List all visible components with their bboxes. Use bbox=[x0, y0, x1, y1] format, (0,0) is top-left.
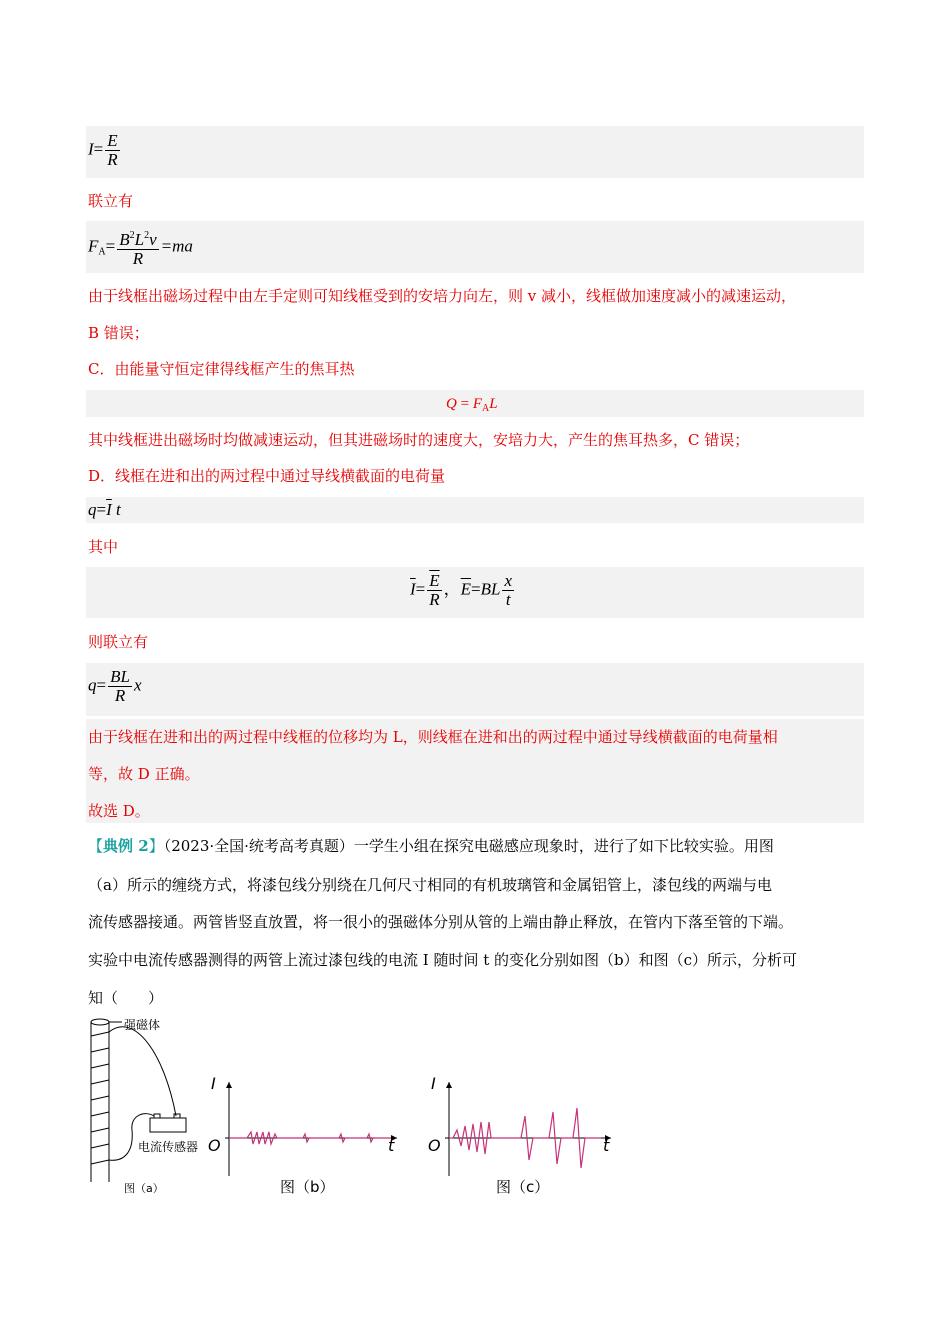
text-reason-1: 由于线框出磁场过程中由左手定则可知线框受到的安培力向左，则 v 减小，线框做加速度减小的减速运动， bbox=[88, 287, 797, 305]
figure-c-caption: 图（c） bbox=[496, 1178, 550, 1196]
equation-charge-final: q= $\frac{BL}{R}$ x bbox=[88, 667, 142, 705]
figure-b-y-label: I bbox=[211, 1074, 216, 1093]
figure-b-origin: O bbox=[208, 1136, 221, 1155]
figure-c-graph bbox=[425, 1078, 625, 1178]
example-2-line-1: 【典例 2】（2023·全国·统考高考真题）一学生小组在探究电磁感应现象时，进行了如下比较实验。用图 bbox=[88, 837, 774, 855]
equation-ampere-force: $F_A=$ $\frac{B^2L^2v}{R}$ =ma bbox=[88, 227, 193, 268]
equation-charge: $q=\overline{I}$ t bbox=[88, 500, 121, 519]
figure-a-caption: 图（a） bbox=[124, 1182, 164, 1195]
text-lianli: 联立有 bbox=[88, 192, 134, 210]
figure-a-apparatus bbox=[84, 1012, 214, 1198]
example-2-line-4: 实验中电流传感器测得的两管上流过漆包线的电流 I 随时间 t 的变化分别如图（b）和图（c）所示，分析可 bbox=[88, 951, 798, 969]
figure-b-x-label: t bbox=[388, 1136, 395, 1155]
figure-b-caption: 图（b） bbox=[280, 1178, 335, 1196]
text-c-body: 其中线框进出磁场时均做减速运动，但其进磁场时的速度大，安培力大，产生的焦耳热多，C 错误； bbox=[88, 431, 750, 449]
text-reason-2a: 由于线框在进和出的两过程中线框的位移均为 L，则线框在进和出的两过程中通过导线横截面的电荷量相 bbox=[88, 728, 778, 746]
equation-current: I= $\frac{E}{R}$ bbox=[88, 131, 118, 169]
text-c-heading: C．由能量守恒定律得线框产生的焦耳热 bbox=[88, 360, 355, 378]
formula-block-bg bbox=[86, 221, 864, 273]
figure-c-y-label: I bbox=[431, 1074, 436, 1093]
formula-block-bg bbox=[86, 663, 864, 716]
text-b-wrong: B 错误； bbox=[88, 324, 149, 342]
equation-average-emf: $\overline{I}=$ $\frac{\overline{E}}{R}$ ，$\overline{E}=BL$ $\frac{x}{t}$ bbox=[410, 571, 513, 609]
example-2-line-5: 知（ ） bbox=[88, 989, 164, 1007]
sensor-label: 电流传感器 bbox=[138, 1140, 199, 1154]
example-label: 典例 2 bbox=[103, 837, 149, 855]
text-d-heading: D．线框在进和出的两过程中通过导线横截面的电荷量 bbox=[88, 467, 446, 485]
equation-joule-heat: $Q = F_AL$ bbox=[446, 396, 498, 414]
magnet-label: 强磁体 bbox=[124, 1018, 161, 1032]
text-answer: 故选 D。 bbox=[88, 802, 150, 820]
formula-block-bg bbox=[86, 497, 864, 523]
example-2-line-2: （a）所示的缠绕方式，将漆包线分别绕在几何尺寸相同的有机玻璃管和金属铝管上，漆包线的两端与电 bbox=[88, 876, 772, 894]
tube-with-coil bbox=[91, 1019, 186, 1182]
figure-c-origin: O bbox=[428, 1136, 441, 1155]
example-2-line-3: 流传感器接通。两管皆竖直放置，将一很小的强磁体分别从管的上端由静止释放，在管内下落至管的下端。 bbox=[88, 913, 794, 931]
figure-b-graph bbox=[205, 1078, 405, 1178]
formula-block-bg bbox=[86, 126, 864, 178]
text-qizhong: 其中 bbox=[88, 538, 119, 556]
text-lianli-2: 则联立有 bbox=[88, 633, 149, 651]
figure-c-x-label: t bbox=[603, 1136, 610, 1155]
text-reason-2b: 等，故 D 正确。 bbox=[88, 765, 200, 783]
